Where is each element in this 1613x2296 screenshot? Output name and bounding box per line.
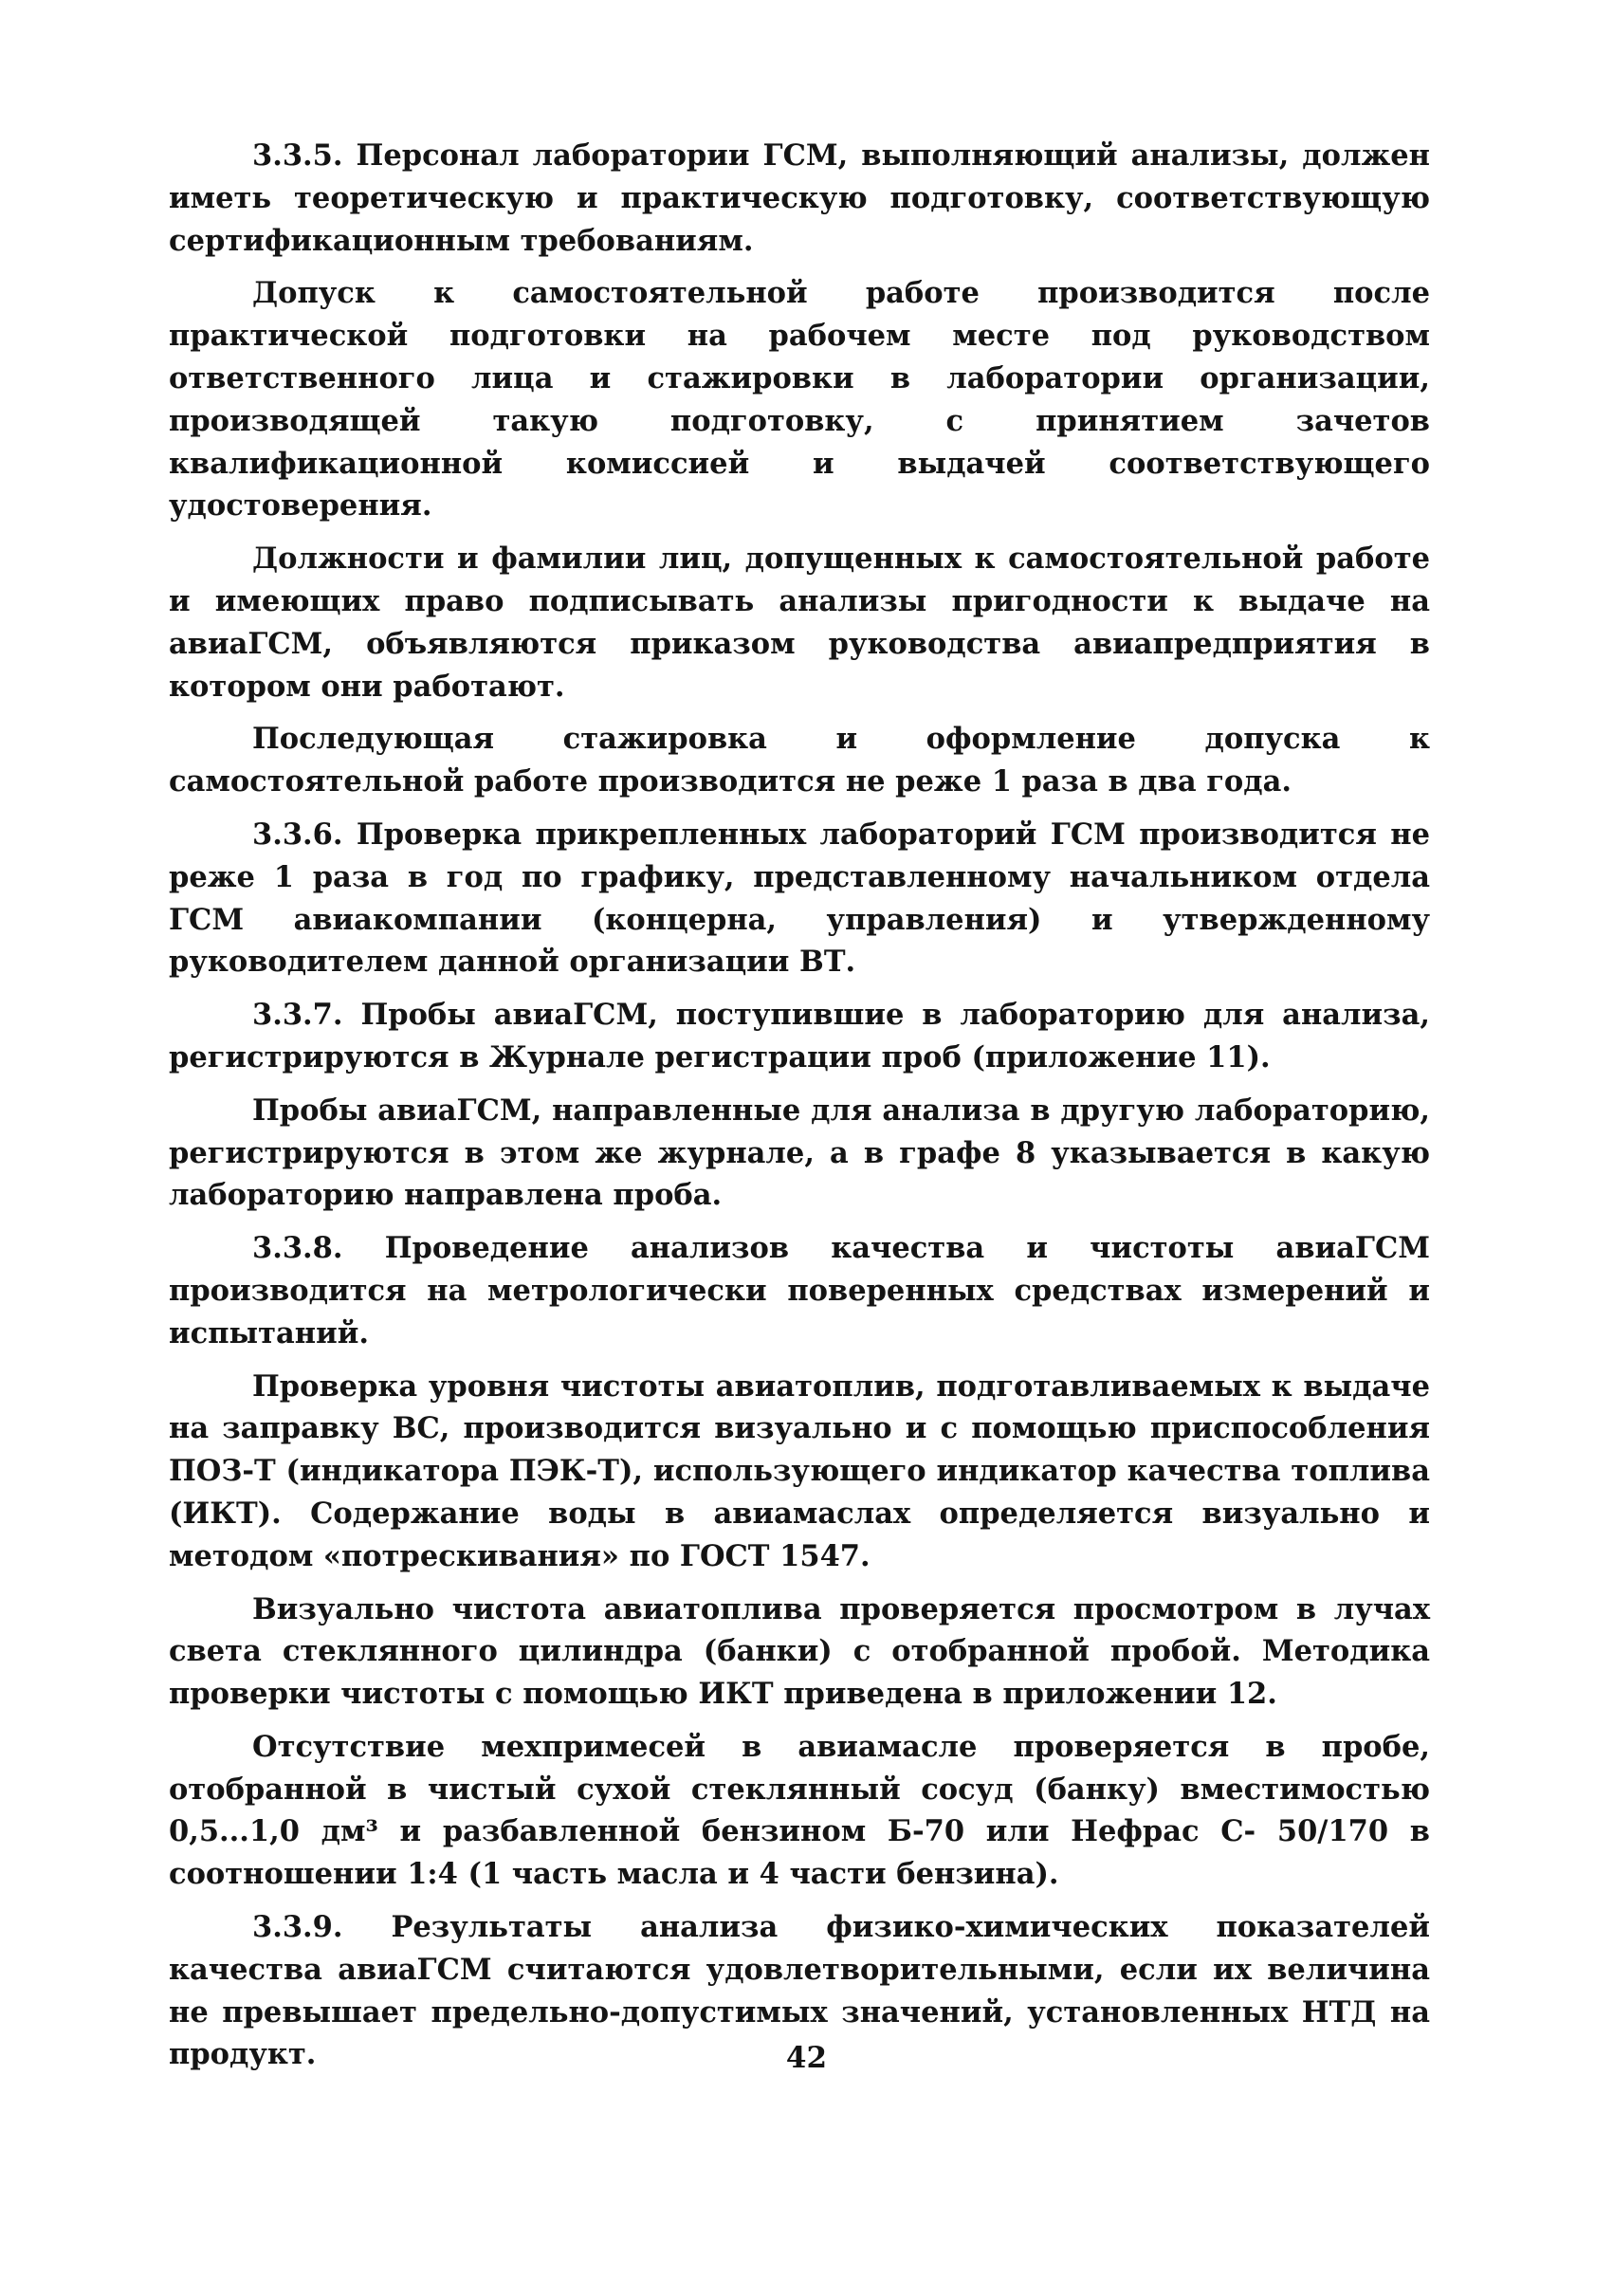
paragraph-fuel-purity: Проверка уровня чистоты авиатоплив, подготавливаемых к выдаче на заправку ВС, производится визуально и с помощью приспособления ПОЗ-Т (индикатора ПЭК-Т), использующего индикатор качества топлива (ИКТ). Содержание воды в авиамаслах определяется визуально и методом «потрескивания» по ГОСТ 1547. — [169, 1368, 1430, 1573]
paragraph-3-3-8: 3.3.8. Проведение анализов качества и чистоты авиаГСМ производится на метрологически поверенных средствах измерений и испытаний. — [169, 1231, 1430, 1350]
paragraph-3-3-6: 3.3.6. Проверка прикрепленных лабораторий ГСМ производится не реже 1 раза в год по графику, представленному начальником отдела ГСМ авиакомпании (концерна, управления) и утвержденному руководителем данной организации ВТ. — [169, 817, 1430, 980]
paragraph-samples-other-lab: Пробы авиаГСМ, направленные для анализа в другую лабораторию, регистрируются в этом же журнале, а в графе 8 указывается в какую лабораторию направлена проба. — [169, 1093, 1430, 1213]
page-number: 42 — [785, 2041, 828, 2075]
paragraph-admission: Допуск к самостоятельной работе производится после практической подготовки на рабочем месте под руководством ответственного лица и стажировки в лаборатории организации, производящей такую подготовку, с принятием зачетов квалификационной комиссией и выдачей соответствующего удостоверения. — [169, 276, 1430, 523]
document-body — [169, 135, 1430, 2086]
paragraph-3-3-9: 3.3.9. Результаты анализа физико-химических показателей качества авиаГСМ считаются удовлетворительными, если их величина не превышает предельно-допустимых значений, установленных НТД на продукт. — [169, 1910, 1430, 2072]
paragraph-positions: Должности и фамилии лиц, допущенных к самостоятельной работе и имеющих право подписывать анализы пригодности к выдаче на авиаГСМ, объявляются приказом руководства авиапредприятия в котором они работают. — [169, 542, 1430, 704]
paragraph-3-3-5: 3.3.5. Персонал лаборатории ГСМ, выполняющий анализы, должен иметь теоретическую и практическую подготовку, соответствующую сертификационным требованиям. — [169, 138, 1430, 258]
paragraph-3-3-7: 3.3.7. Пробы авиаГСМ, поступившие в лабораторию для анализа, регистрируются в Журнале регистрации проб (приложение 11). — [169, 998, 1430, 1075]
paragraph-internship: Последующая стажировка и оформление допуска к самостоятельной работе производится не реже 1 раза в два года. — [169, 722, 1430, 799]
paragraph-visual-check: Визуально чистота авиатоплива проверяется просмотром в лучах света стеклянного цилиндра (банки) с отобранной пробой. Методика проверки чистоты с помощью ИКТ приведена в приложении 12. — [169, 1591, 1430, 1712]
paragraph-impurities: Отсутствие мехпримесей в авиамасле проверяется в пробе, отобранной в чистый сухой стеклянный сосуд (банку) вместимостью 0,5...1,0 дм³ и разбавленной бензином Б-70 или Нефрас С- 50/170 в соотношении 1:4 (1 часть масла и 4 части бензина). — [169, 1729, 1430, 1892]
